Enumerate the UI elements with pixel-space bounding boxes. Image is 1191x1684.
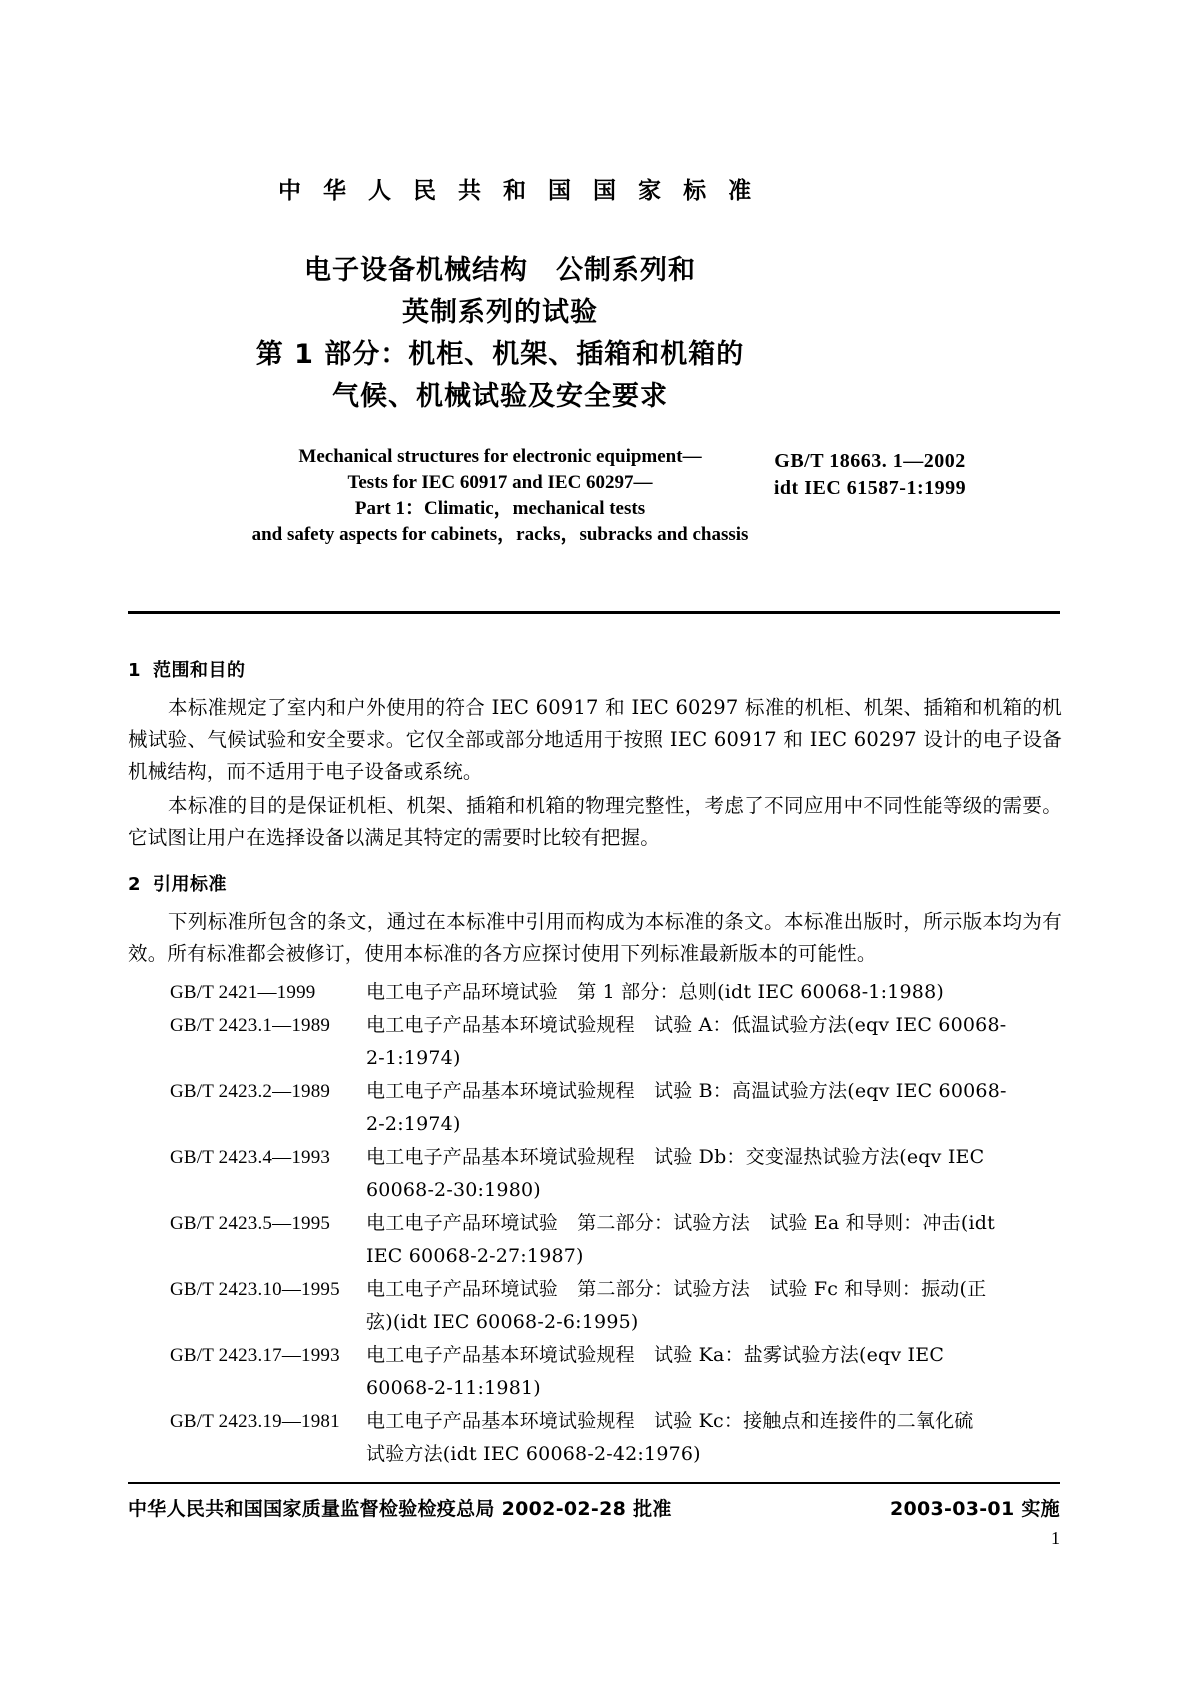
reference-desc: 电工电子产品基本环境试验规程 试验 Db：交变湿热试验方法(eqv IEC (366, 1146, 985, 1168)
section-heading-1 (128, 656, 1062, 682)
section-2-number: 2 (128, 874, 142, 895)
reference-continuation: 2-1:1974) (366, 1047, 461, 1069)
reference-desc: 电工电子产品基本环境试验规程 试验 A：低温试验方法(eqv IEC 60068- (366, 1014, 1007, 1036)
reference-continuation: 60068-2-30:1980) (366, 1179, 541, 1201)
section-1-title: 范围和目的 (153, 660, 246, 681)
subtitle-line-4: and safety aspects for cabinets，racks，subracks and chassis (251, 524, 749, 545)
reference-code: GB/T 2423.10—1995 (170, 1279, 340, 1300)
reference-item (128, 1405, 1062, 1438)
reference-code: GB/T 2423.17—1993 (170, 1345, 340, 1366)
footer-divider-rule (128, 1482, 1060, 1484)
reference-code: GB/T 2423.4—1993 (170, 1147, 331, 1168)
footer-effective-date: 2003‐03‐01 实施 (889, 1498, 1060, 1520)
reference-item (128, 1273, 1062, 1306)
reference-desc: 电工电子产品基本环境试验规程 试验 Kc：接触点和连接件的二氧化硫 (366, 1410, 974, 1432)
standard-number-block (700, 448, 1040, 502)
national-standard-header: 中 华 人 民 共 和 国 国 家 标 准 (278, 178, 759, 204)
page-number: 1 (1051, 1528, 1060, 1548)
reference-continuation: 试验方法(idt IEC 60068-2-42:1976) (366, 1443, 701, 1465)
reference-continuation: 60068-2-11:1981) (366, 1377, 541, 1399)
reference-item (128, 1339, 1062, 1372)
reference-continuation: 2-2:1974) (366, 1113, 461, 1135)
title-line-1: 电子设备机械结构 公制系列和 (304, 255, 696, 286)
reference-item (128, 1075, 1062, 1108)
reference-code: GB/T 2423.1—1989 (170, 1015, 331, 1036)
reference-item (128, 1009, 1062, 1042)
document-body (128, 640, 1062, 1471)
reference-desc: 电工电子产品环境试验 第二部分：试验方法 试验 Fc 和导则：振动(正 (366, 1278, 987, 1300)
footer-approval-text: 中华人民共和国国家质量监督检验检疫总局 2002‐02‐28 批准 (128, 1498, 672, 1520)
subtitle-line-2: Tests for IEC 60917 and IEC 60297— (347, 472, 653, 493)
title-line-2: 英制系列的试验 (402, 297, 598, 328)
standard-idt-reference: idt IEC 61587-1:1999 (773, 477, 967, 499)
section-heading-2 (128, 870, 1062, 896)
title-line-3: 第 1 部分：机柜、机架、插箱和机箱的 (255, 339, 745, 370)
reference-code: GB/T 2423.2—1989 (170, 1081, 331, 1102)
subtitle-line-1: Mechanical structures for electronic equipment— (298, 446, 702, 467)
reference-desc: 电工电子产品基本环境试验规程 试验 B：高温试验方法(eqv IEC 60068- (366, 1080, 1007, 1102)
reference-item (128, 1207, 1062, 1240)
reference-item (128, 976, 1062, 1009)
reference-desc: 电工电子产品基本环境试验规程 试验 Ka：盐雾试验方法(eqv IEC (366, 1344, 945, 1366)
section-1-number: 1 (128, 660, 142, 681)
section-1-paragraph-2: 本标准的目的是保证机柜、机架、插箱和机箱的物理完整性，考虑了不同应用中不同性能等级的需要。它试图让用户在选择设备以满足其特定的需要时比较有把握。 (128, 794, 1062, 849)
section-2-title: 引用标准 (153, 874, 228, 895)
reference-code: GB/T 2423.19—1981 (170, 1411, 340, 1432)
reference-code: GB/T 2421—1999 (170, 982, 316, 1003)
reference-desc: 电工电子产品环境试验 第 1 部分：总则(idt IEC 60068-1:1988) (366, 981, 944, 1003)
referenced-standards-list (128, 976, 1062, 1471)
section-1-paragraph-1: 本标准规定了室内和户外使用的符合 IEC 60917 和 IEC 60297 标准的机柜、机架、插箱和机箱的机械试验、气候试验和安全要求。它仅全部或部分地适用于按照 IEC 60917 和 IEC 60297 设计的电子设备机械结构，而不适用于电子设备或系统。 (128, 696, 1062, 783)
header-divider-rule (128, 611, 1060, 614)
reference-continuation: IEC 60068-2-27:1987) (366, 1245, 584, 1267)
document-title (130, 250, 870, 418)
standard-number: GB/T 18663. 1—2002 (774, 450, 966, 472)
section-2-paragraph-1: 下列标准所包含的条文，通过在本标准中引用而构成为本标准的条文。本标准出版时，所示版本均为有效。所有标准都会被修订，使用本标准的各方应探讨使用下列标准最新版本的可能性。 (128, 910, 1062, 965)
reference-desc: 电工电子产品环境试验 第二部分：试验方法 试验 Ea 和导则：冲击(idt (366, 1212, 995, 1234)
title-line-4: 气候、机械试验及安全要求 (332, 381, 668, 412)
subtitle-line-3: Part 1：Climatic，mechanical tests (354, 498, 646, 519)
reference-continuation: 弦)(idt IEC 60068-2-6:1995) (366, 1311, 639, 1333)
reference-item (128, 1141, 1062, 1174)
reference-code: GB/T 2423.5—1995 (170, 1213, 331, 1234)
